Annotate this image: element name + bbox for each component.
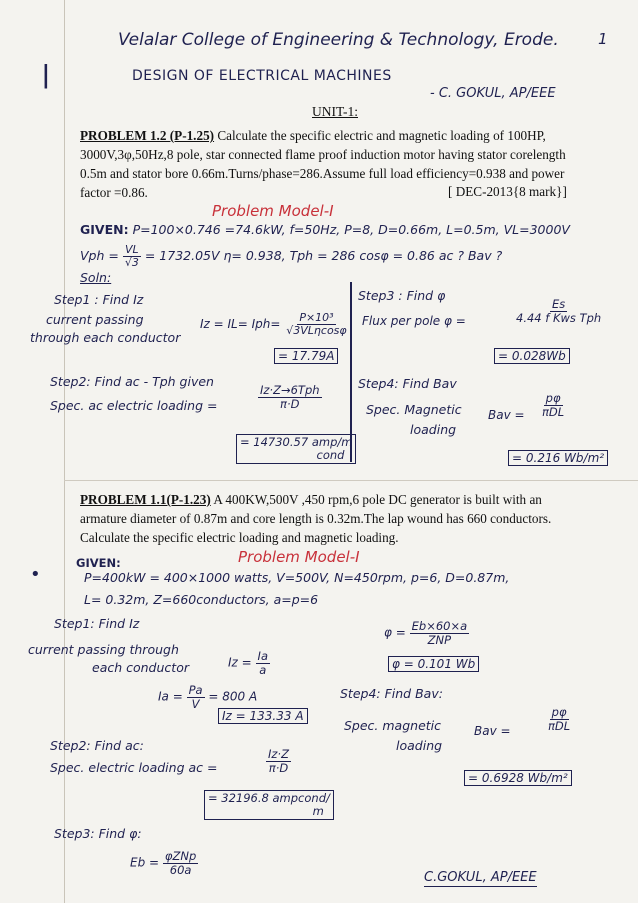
- p2-bav-result: = 0.6928 Wb/m²: [464, 770, 572, 786]
- p1-bav-result: = 0.216 Wb/m²: [508, 450, 608, 466]
- p2-bav-fraction: $\frac{p\varphi}{\text{πDL}}$: [548, 705, 571, 733]
- p2-ac-fraction: $\frac{Iz\cdot Z}{\pi\cdot D}$: [268, 747, 289, 775]
- problem1-label: PROBLEM 1.2 (P-1.25): [80, 128, 215, 143]
- problem1-model: Problem Model-I: [212, 202, 334, 220]
- p2-ia-eq: Ia = $\frac{Pa}{V}$ = 800 A: [158, 683, 258, 711]
- p1-mag-label1: Spec. Magnetic: [366, 402, 462, 417]
- problem-separator: [64, 480, 638, 481]
- problem1-line2: 3000V,3φ,50Hz,8 pole, star connected flame proof induction motor having stator corelength: [80, 147, 566, 162]
- p1-step2: Step2: Find ac - Tph given: [50, 374, 214, 389]
- p1-spec-ac: Spec. ac electric loading =: [50, 398, 218, 413]
- p2-bav-lhs: Bav =: [474, 724, 511, 738]
- signature: C.GOKUL, AP/EEE: [424, 870, 537, 885]
- p2-step3: Step3: Find φ:: [54, 826, 142, 841]
- p1-bav-fraction: $\frac{p\varphi}{\text{πDL}}$: [542, 391, 565, 419]
- p1-phi-result: = 0.028Wb: [494, 348, 570, 364]
- p2-iz-result: Iz = 133.33 A: [218, 708, 308, 724]
- p2-mag-label1: Spec. magnetic: [344, 718, 442, 733]
- p1-bav-lhs: Bav =: [488, 408, 525, 422]
- p2-mag-label2: loading: [396, 738, 443, 753]
- college-name: Velalar College of Engineering & Technology, Erode.: [118, 30, 559, 50]
- problem2-line2: armature diameter of 0.87m and core length is 0.32m.The lap wound has 660 conductors.: [80, 511, 552, 526]
- p2-step2: Step2: Find ac:: [50, 738, 144, 753]
- p1-iz-result: = 17.79A: [274, 348, 338, 364]
- p2-phi-eq: φ = $\frac{Eb\times 60\times a}{\text{ZNP}}$: [384, 619, 468, 647]
- p2-eb-eq: Eb = $\frac{\text{φZNp}}{60a}$: [130, 849, 197, 877]
- problem1-line3: 0.5m and stator bore 0.66m.Turns/phase=286.Assume full load efficiency=0.938 and power: [80, 166, 565, 181]
- p2-spec-ac: Spec. electric loading ac =: [50, 760, 218, 775]
- problem2-label: PROBLEM 1.1(P-1.23): [80, 492, 211, 507]
- p2-current-label1: current passing through: [28, 642, 179, 657]
- p1-current-label2: through each conductor: [30, 330, 181, 345]
- p1-ac-result: = 14730.57 amp/m cond: [236, 434, 356, 464]
- bullet-mark: •: [30, 564, 41, 585]
- p2-step4: Step4: Find Bav:: [340, 686, 443, 701]
- problem1-ref: [ DEC-2013{8 mark}]: [448, 184, 567, 199]
- unit-heading: UNIT-1:: [312, 104, 358, 119]
- p1-phi-fraction: $\frac{Es}{\text{4.44 f Kws Tph}}$: [516, 297, 602, 325]
- problem1-line1: PROBLEM 1.2 (P-1.25) Calculate the specific electric and magnetic loading of 100HP,: [80, 128, 546, 143]
- problem1-given-line2: Vph = $\frac{VL}{√3}$ = 1732.05V η= 0.938, Tph = 286 cosφ = 0.86 ac ? Bav ?: [80, 243, 503, 270]
- p2-current-label2: each conductor: [92, 660, 189, 675]
- problem2-given-line1: P=400kW = 400×1000 watts, V=500V, N=450rpm, p=6, D=0.87m,: [84, 570, 510, 585]
- problem1-line4: factor =0.86.: [80, 185, 148, 200]
- p1-step3: Step3 : Find φ: [358, 288, 446, 303]
- problem2-given-line2: L= 0.32m, Z=660conductors, a=p=6: [84, 592, 319, 607]
- p1-ac-fraction: $\frac{\text{Iz·Z→6Tph}}{\pi\cdot D}$: [260, 383, 320, 411]
- p2-ac-result: = 32196.8 ampcond/ m: [204, 790, 334, 820]
- solution-label: Soln:: [80, 270, 112, 285]
- p2-step1: Step1: Find Iz: [54, 616, 140, 631]
- p1-step1: Step1 : Find Iz: [54, 292, 144, 307]
- p1-current-label1: current passing: [46, 312, 144, 327]
- p1-flux: Flux per pole φ =: [362, 314, 466, 328]
- problem1-given-line1: GIVEN: P=100×0.746 =74.6kW, f=50Hz, P=8, D=0.66m, L=0.5m, VL=3000V: [80, 222, 570, 237]
- problem2-statement: [80, 490, 625, 547]
- problem2-line3: Calculate the specific electric loading and magnetic loading.: [80, 530, 399, 545]
- p2-iz-eq: Iz = $\frac{Ia}{a}$: [228, 649, 268, 677]
- problem2-given-label: GIVEN:: [76, 556, 121, 570]
- p2-phi-result: φ = 0.101 Wb: [388, 656, 479, 672]
- margin-mark: ǀ: [42, 60, 50, 90]
- subject-title: DESIGN OF ELECTRICAL MACHINES: [132, 68, 392, 84]
- p1-step4: Step4: Find Bav: [358, 376, 457, 391]
- author-header: - C. GOKUL, AP/EEE: [430, 86, 556, 101]
- page-number: 1: [598, 30, 608, 48]
- p1-mag-label2: loading: [410, 422, 457, 437]
- p1-iz-eq: Iz = IL= Iph= $\frac{\text{P×10³}}{\text{√3VLηcosφ}}$: [200, 311, 347, 338]
- problem2-model: Problem Model-I: [238, 548, 360, 566]
- problem2-line1: PROBLEM 1.1(P-1.23) A 400KW,500V ,450 rpm,6 pole DC generator is built with an: [80, 492, 542, 507]
